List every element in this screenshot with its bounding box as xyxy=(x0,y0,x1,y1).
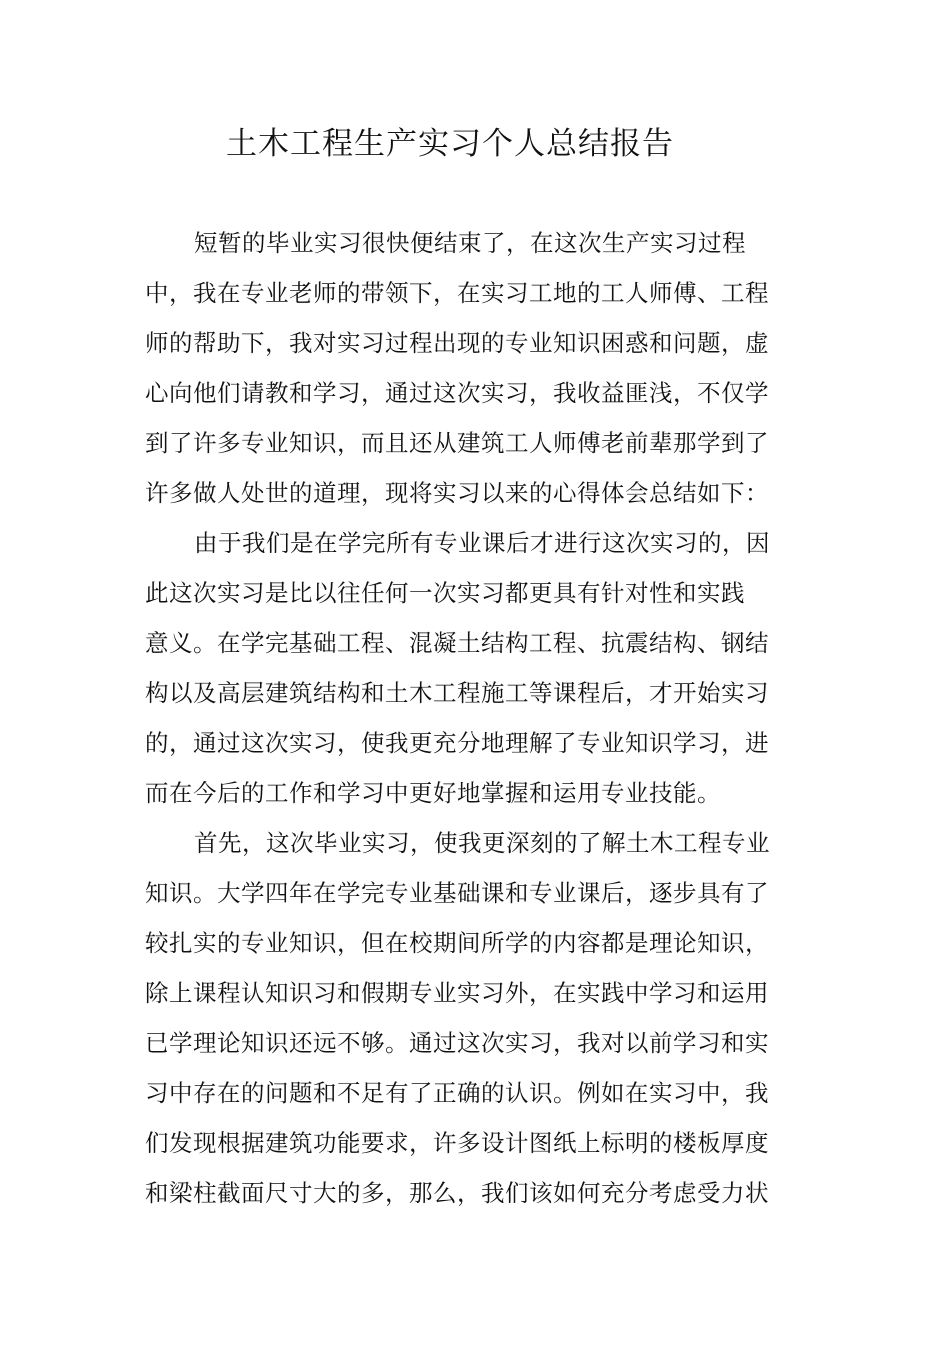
text-line: 师的帮助下，我对实习过程出现的专业知识困惑和问题，虚 xyxy=(145,329,769,357)
text-line: 心向他们请教和学习，通过这次实习，我收益匪浅，不仅学 xyxy=(145,379,769,407)
text-line: 知识。大学四年在学完专业基础课和专业课后，逐步具有了 xyxy=(145,879,769,907)
text-line: 构以及高层建筑结构和土木工程施工等课程后，才开始实习 xyxy=(145,679,769,707)
text-line: 除上课程认知识习和假期专业实习外，在实践中学习和运用 xyxy=(145,979,769,1007)
text-line: 中，我在专业老师的带领下，在实习工地的工人师傅、工程 xyxy=(145,279,769,307)
text-line: 习中存在的问题和不足有了正确的认识。例如在实习中，我 xyxy=(145,1079,769,1107)
text-line: 许多做人处世的道理，现将实习以来的心得体会总结如下： xyxy=(145,479,769,507)
text-line: 而在今后的工作和学习中更好地掌握和运用专业技能。 xyxy=(145,779,721,807)
text-line: 到了许多专业知识，而且还从建筑工人师傅老前辈那学到了 xyxy=(145,429,769,457)
text-line: 意义。在学完基础工程、混凝土结构工程、抗震结构、钢结 xyxy=(145,629,769,657)
text-line: 首先，这次毕业实习，使我更深刻的了解土木工程专业 xyxy=(194,829,770,857)
text-line: 由于我们是在学完所有专业课后才进行这次实习的，因 xyxy=(194,529,770,557)
document-title: 土木工程生产实习个人总结报告 xyxy=(226,126,674,162)
text-line: 较扎实的专业知识，但在校期间所学的内容都是理论知识， xyxy=(145,929,769,957)
paragraph-3 xyxy=(145,818,770,1218)
text-line: 短暂的毕业实习很快便结束了，在这次生产实习过程 xyxy=(194,229,746,257)
paragraph-2 xyxy=(145,518,770,818)
text-line: 们发现根据建筑功能要求，许多设计图纸上标明的楼板厚度 xyxy=(145,1129,769,1157)
text-line: 此这次实习是比以往任何一次实习都更具有针对性和实践 xyxy=(145,579,745,607)
paragraph-1 xyxy=(145,218,769,518)
text-line: 已学理论知识还远不够。通过这次实习，我对以前学习和实 xyxy=(145,1029,769,1057)
text-line: 的，通过这次实习，使我更充分地理解了专业知识学习，进 xyxy=(145,729,769,757)
text-line: 和梁柱截面尺寸大的多，那么，我们该如何充分考虑受力状 xyxy=(145,1179,769,1207)
document-body xyxy=(145,218,770,1218)
